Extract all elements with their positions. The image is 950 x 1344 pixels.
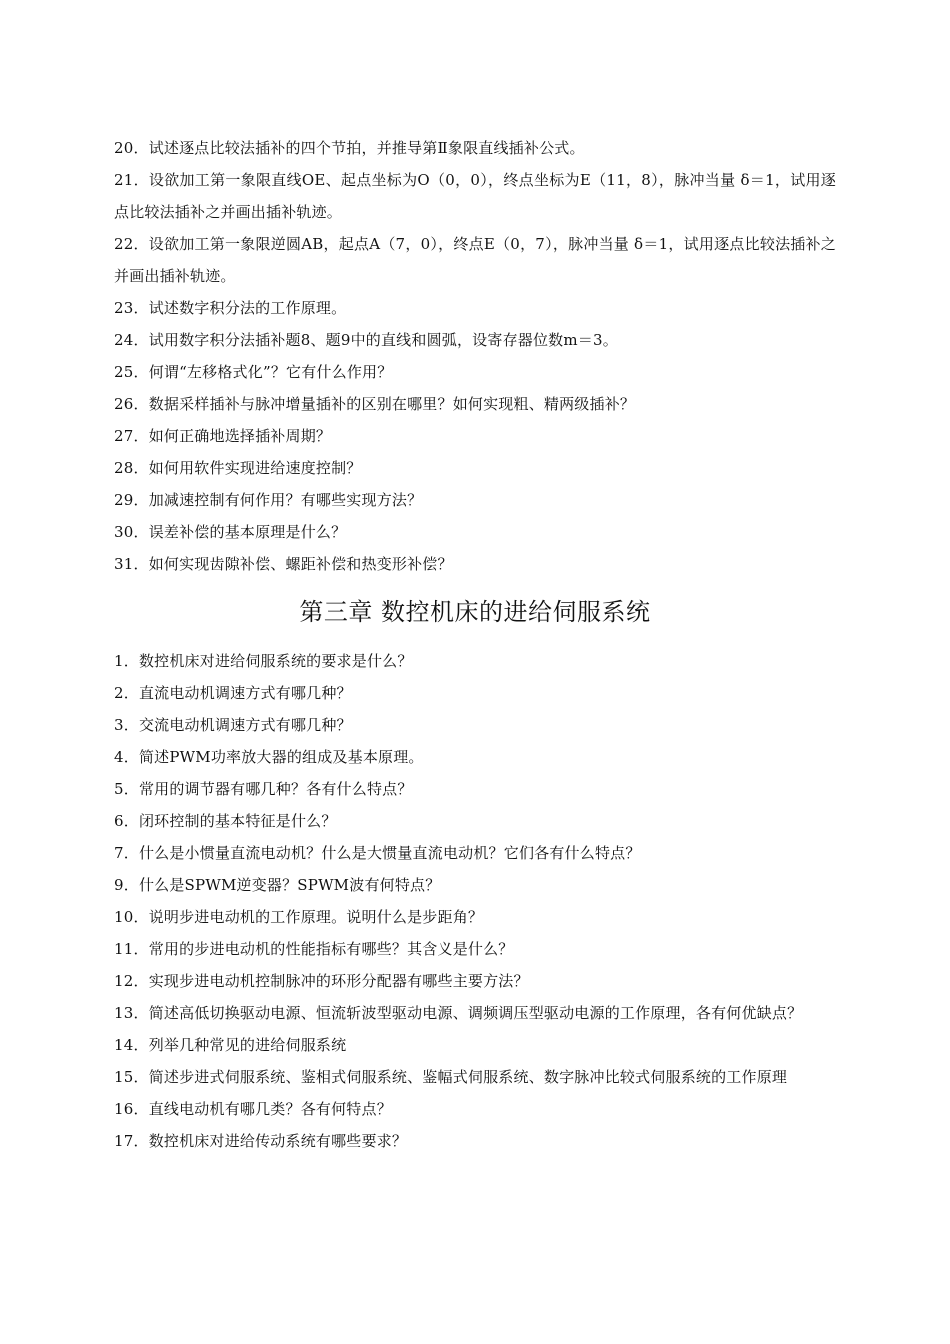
question-item: 2．直流电动机调速方式有哪几种？: [114, 684, 352, 702]
question-item: 25．何谓“左移格式化”？它有什么作用？: [114, 363, 393, 381]
question-item: 16．直线电动机有哪几类？各有何特点？: [114, 1100, 392, 1118]
question-list-chapter-3: [114, 645, 836, 1157]
chapter-title: 第三章 数控机床的进给伺服系统: [299, 598, 651, 626]
question-item: 17．数控机床对进给传动系统有哪些要求？: [114, 1132, 408, 1150]
question-item: 9．什么是SPWM逆变器？SPWM波有何特点？: [114, 876, 441, 894]
question-item: 27．如何正确地选择插补周期？: [114, 427, 332, 445]
question-list-previous-chapter: [114, 132, 836, 580]
question-item: 30．误差补偿的基本原理是什么？: [114, 523, 347, 541]
question-item: 10．说明步进电动机的工作原理。说明什么是步距角？: [114, 908, 484, 926]
question-item: 5．常用的调节器有哪几种？各有什么特点？: [114, 780, 413, 798]
question-item: 13．简述高低切换驱动电源、恒流斩波型驱动电源、调频调压型驱动电源的工作原理，各有何优缺点？: [114, 1004, 803, 1022]
question-item: 7．什么是小惯量直流电动机？什么是大惯量直流电动机？它们各有什么特点？: [114, 844, 641, 862]
question-item: 11．常用的步进电动机的性能指标有哪些？其含义是什么？: [114, 940, 514, 958]
question-item: 26．数据采样插补与脉冲增量插补的区别在哪里？如何实现粗、精两级插补？: [114, 395, 636, 413]
question-item: 4．简述PWM功率放大器的组成及基本原理。: [114, 748, 424, 766]
question-item: 3．交流电动机调速方式有哪几种？: [114, 716, 352, 734]
question-item: 28．如何用软件实现进给速度控制？: [114, 459, 362, 477]
question-item: 31．如何实现齿隙补偿、螺距补偿和热变形补偿？: [114, 555, 453, 573]
question-item: 23．试述数字积分法的工作原理。: [114, 299, 347, 317]
question-item: 14．列举几种常见的进给伺服系统: [114, 1036, 347, 1054]
question-item: 29．加减速控制有何作用？有哪些实现方法？: [114, 491, 423, 509]
question-item: 21．设欲加工第一象限直线OE、起点坐标为O（0，0），终点坐标为E（11，8），脉冲当量 δ＝1，试用逐点比较法插补之并画出插补轨迹。: [114, 171, 837, 221]
question-item: 6．闭环控制的基本特征是什么？: [114, 812, 337, 830]
question-item: 1．数控机床对进给伺服系统的要求是什么？: [114, 652, 413, 670]
question-item: 15．简述步进式伺服系统、鉴相式伺服系统、鉴幅式伺服系统、数字脉冲比较式伺服系统的工作原理: [114, 1068, 788, 1086]
question-item: 24．试用数字积分法插补题8、题9中的直线和圆弧，设寄存器位数m＝3。: [114, 331, 618, 349]
question-item: 20．试述逐点比较法插补的四个节拍，并推导第Ⅱ象限直线插补公式。: [114, 139, 585, 157]
question-item: 22．设欲加工第一象限逆圆AB，起点A（7，0），终点E（0，7），脉冲当量 δ＝1，试用逐点比较法插补之并画出插补轨迹。: [114, 235, 836, 285]
question-item: 12．实现步进电动机控制脉冲的环形分配器有哪些主要方法？: [114, 972, 529, 990]
